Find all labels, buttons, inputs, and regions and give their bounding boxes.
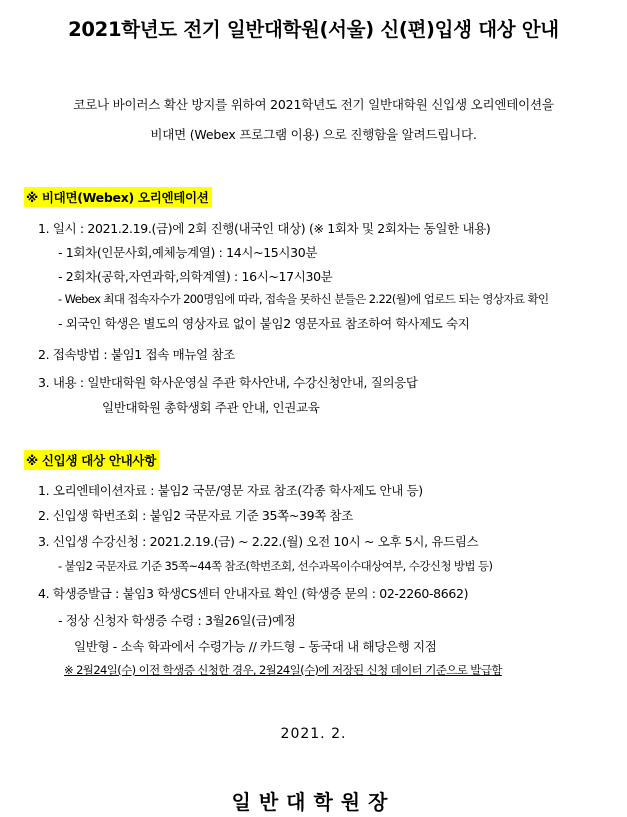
s1-item-schedule: 1. 일시 : 2021.2.19.(금)에 2회 진행(내국인 대상) (※ 1회차 및 2회차는 동일한 내용) — [38, 221, 491, 236]
section-heading-online-orientation: ※ 비대면(Webex) 오리엔테이션 — [24, 187, 212, 207]
s2-item-student-id-lookup: 2. 신입생 학번조회 : 붙임2 국문자료 기준 35쪽~39쪽 참조 — [38, 508, 353, 523]
document-date: 2021. 2. — [280, 726, 347, 742]
s1-sub-webex-note: - Webex 최대 접속자수가 200명임에 따라, 접속을 못하신 분들은 2.22(월)에 업로드 되는 영상자료 확인 — [58, 292, 549, 306]
s2-sub-id-card-types: 일반형 - 소속 학과에서 수령가능 // 카드형 – 동국대 내 해당은행 지점 — [74, 639, 437, 654]
page-title: 2021학년도 전기 일반대학원(서울) 신(편)입생 대상 안내 — [68, 18, 559, 41]
s2-item-id-card: 4. 학생증발급 : 붙임3 학생CS센터 안내자료 확인 (학생증 문의 : 02-2260-8662) — [38, 586, 469, 601]
s2-item-materials: 1. 오리엔테이션자료 : 붙임2 국문/영문 자료 참조(각종 학사제도 안내 등) — [38, 483, 423, 498]
s1-item-content-cont: 일반대학원 총학생회 주관 안내, 인권교육 — [102, 400, 320, 415]
s1-item-content: 3. 내용 : 일반대학원 학사운영실 주관 학사안내, 수강신청안내, 질의응답 — [38, 375, 418, 390]
s2-note-issue-criteria: ※ 2월24일(수) 이전 학생증 신청한 경우, 2월24일(수)에 저장된 신청 데이터 기준으로 발급함 — [64, 663, 502, 677]
signature-issuer: 일반대학원장 — [231, 790, 396, 814]
s1-sub-session-2: - 2회차(공학,자연과학,의학계열) : 16시~17시30분 — [58, 269, 333, 284]
intro-line-2: 비대면 (Webex 프로그램 이용) 으로 진행함을 알려드립니다. — [150, 127, 477, 142]
intro-line-1: 코로나 바이러스 확산 방지를 위하여 2021학년도 전기 일반대학원 신입생 오리엔테이션을 — [73, 97, 554, 112]
section-heading-freshman-notice: ※ 신입생 대상 안내사항 — [24, 450, 159, 470]
s2-item-registration: 3. 신입생 수강신청 : 2021.2.19.(금) ~ 2.22.(월) 오전 10시 ~ 오후 5시, 유드림스 — [38, 534, 479, 549]
s2-sub-id-card-pickup: - 정상 신청자 학생증 수령 : 3월26일(금)예정 — [58, 613, 296, 628]
s2-sub-registration-ref: - 붙임2 국문자료 기준 35쪽~44쪽 참조(학번조회, 선수과목이수대상여부, 수강신청 방법 등) — [58, 559, 493, 573]
s1-sub-foreign-note: - 외국인 학생은 별도의 영상자료 없이 붙임2 영문자료 참조하여 학사제도 숙지 — [58, 316, 470, 331]
s1-item-access: 2. 접속방법 : 붙임1 접속 매뉴얼 참조 — [38, 347, 235, 362]
s1-sub-session-1: - 1회차(인문사회,예체능계열) : 14시~15시30분 — [58, 245, 318, 260]
